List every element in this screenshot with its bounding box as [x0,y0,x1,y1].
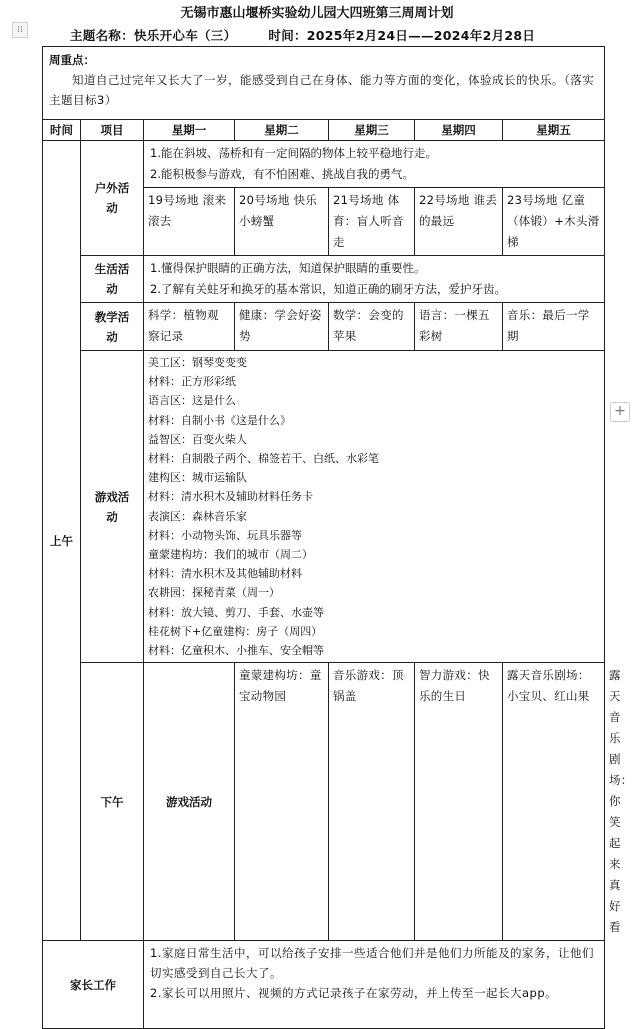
outdoor-monday: 19号场地 滚来滚去 [144,188,235,256]
teaching-monday: 科学：植物观察记录 [144,303,235,351]
list-item: 桂花树下+亿童建构：房子（周四） [148,624,323,638]
list-item: 材料：亿童积木、小推车、安全帽等 [148,644,324,658]
parent-work-lines [144,941,605,1029]
column-header-row [43,120,605,141]
outdoor-goal-2: 2.能积极参与游戏，有不怕困难、挑战自我的勇气。 [150,167,414,181]
list-item: 材料：清水积木及其他辅助材料 [148,567,302,581]
morning-label: 上午 [43,141,81,941]
parent-line-1: 1.家庭日常生活中，可以给孩子安排一些适合他们并是他们力所能及的家务，让他们切实感受到自己长大了。 [150,946,594,981]
col-header-tuesday: 星期二 [235,120,329,141]
week-focus-cell [43,47,605,120]
outdoor-activity-label: 户外活动 [81,141,144,256]
life-line-1: 1.懂得保护眼睛的正确方法，知道保护眼睛的重要性。 [150,261,426,275]
table-move-handle-icon[interactable]: ⁞⁞ [12,22,28,38]
afternoon-tuesday: 音乐游戏：顶锅盖 [329,663,415,941]
document-title: 无锡市惠山堰桥实验幼儿园大四班第三周周计划 [180,6,454,21]
afternoon-label: 下午 [81,663,144,941]
teaching-wednesday: 数学：会变的苹果 [329,303,415,351]
list-item: 材料：小动物头饰、玩具乐器等 [148,528,302,542]
list-item: 美工区：钢琴变变变 [148,356,247,369]
list-item: 农耕园：探秘青菜（周一） [148,586,280,600]
teaching-friday: 音乐：最后一学期 [503,303,605,351]
teaching-thursday: 语言：一棵五彩树 [415,303,503,351]
life-activity-label: 生活活动 [81,256,144,303]
afternoon-wednesday: 智力游戏：快乐的生日 [415,663,503,941]
list-item: 表演区：森林音乐家 [148,509,247,523]
afternoon-game-label: 游戏活动 [144,663,235,941]
afternoon-monday: 童蒙建构坊：童宝动物园 [235,663,329,941]
parent-work-label: 家长工作 [43,941,144,1029]
teaching-activity-label: 教学活动 [81,303,144,351]
col-header-friday: 星期五 [503,120,605,141]
theme-label: 主题名称：快乐开心车（三） [70,28,237,43]
outdoor-goal-1: 1.能在斜坡、荡桥和有一定间隔的物体上较平稳地行走。 [150,146,437,160]
outdoor-friday: 23号场地 亿童（体锻）+木头滑梯 [503,188,605,256]
time-label: 时间：2025年2月24日——2024年2月28日 [268,28,536,43]
week-focus-label: 周重点： [49,53,95,67]
list-item: 语言区：这是什么 [148,394,236,408]
col-header-time: 时间 [43,120,81,141]
game-activity-list [144,351,605,663]
list-item: 材料：自制骰子两个、棉签若干、白纸、水彩笔 [148,452,379,466]
outdoor-tuesday: 20号场地 快乐小螃蟹 [235,188,329,256]
list-item: 材料：放大镜、剪刀、手套、水壶等 [148,605,324,619]
life-line-2: 2.了解有关蛀牙和换牙的基本常识，知道正确的刷牙方法，爱护牙齿。 [150,282,506,296]
list-item: 建构区：城市运输队 [148,471,247,485]
theme-time-line [70,26,535,44]
list-item: 材料：清水积木及辅助材料任务卡 [148,490,313,504]
outdoor-thursday: 22号场地 谁丢的最远 [415,188,503,256]
weekly-plan-table: 周重点： 知道自己过完年又长大了一岁，能感受到自己在身体、能力等方面的变化，体验成长的快乐。（落实主题目标3） 时间 项目 星期一 星期二 星期三 星期四 星期五 上午 户外活动 1.能在斜坡、荡桥和有一定间隔的物体上较平稳地行走。 2.能积极参与游戏，有不怕困难、挑战自我的勇气。 19号场地 滚来滚去 20号场地 快乐小螃蟹 21号场地 体育：盲人听音走 22号场地 谁丢的最远 23号场地 亿童（体锻）+木头滑梯 生活活动 1.懂得保护眼睛的正确方法，知道保护眼睛的重要性。 2.了解有关蛀牙和换牙的基本常识，知道正确的刷牙方法，爱护牙齿。 教学活动 科学：植物观察记录 健康：学会好姿势 数学：会变的苹果 语言：一棵五彩树 音乐：最后一学期 游戏活动 美工区：钢琴变变变 材料：正方形彩纸 语言区：这是什么 材料：自制小书《这是什么》 益智区：百变火柴人 材料：自制骰子两个、棉签若干、白纸、水彩笔 建构区：城市运输队 材料：清水积木及辅助材料任务卡 表演区：森林音乐家 材料：小动物头饰、玩具乐器等 童蒙建构坊：我们的城市（周二） 材料：清水积木及其他辅助材料 农耕园：探秘青菜（周一） 材料：放大镜、剪刀、手套、水壶等 桂花树下+亿童建构：房子（周四） 材料：亿童积木、小推车、安全帽等 下午 游戏活动 童蒙建构坊：童宝动物园 音乐游戏：顶锅盖 智力游戏：快乐的生日 露天音乐剧场：小宝贝、红山果 露天音乐剧场：你笑起来真好看 家长工作 1.家庭日常生活中，可以给孩子安排一些适合他们并是他们力所能及的家务，让他们切实感受到自己长大了。 2.家长可以用照片、视频的方式记录孩子在家劳动，并上传至一起长大app。 [42,46,605,1029]
outdoor-goals [144,141,605,188]
col-header-item: 项目 [81,120,144,141]
parent-line-2: 2.家长可以用照片、视频的方式记录孩子在家劳动，并上传至一起长大app。 [150,986,558,1001]
list-item: 童蒙建构坊：我们的城市（周二） [148,548,313,562]
list-item: 材料：正方形彩纸 [148,375,236,389]
game-activity-label: 游戏活动 [81,351,144,663]
col-header-thursday: 星期四 [415,120,503,141]
life-activity-lines [144,256,605,303]
add-row-plus-icon[interactable]: + [610,402,630,422]
list-item: 益智区：百变火柴人 [148,432,247,446]
teaching-tuesday: 健康：学会好姿势 [235,303,329,351]
outdoor-wednesday: 21号场地 体育：盲人听音走 [329,188,415,256]
week-focus-text: 知道自己过完年又长大了一岁，能感受到自己在身体、能力等方面的变化，体验成长的快乐。（落实主题目标3） [49,73,595,107]
col-header-wednesday: 星期三 [329,120,415,141]
afternoon-thursday: 露天音乐剧场：小宝贝、红山果 [503,663,605,941]
list-item: 材料：自制小书《这是什么》 [148,413,291,427]
col-header-monday: 星期一 [144,120,235,141]
